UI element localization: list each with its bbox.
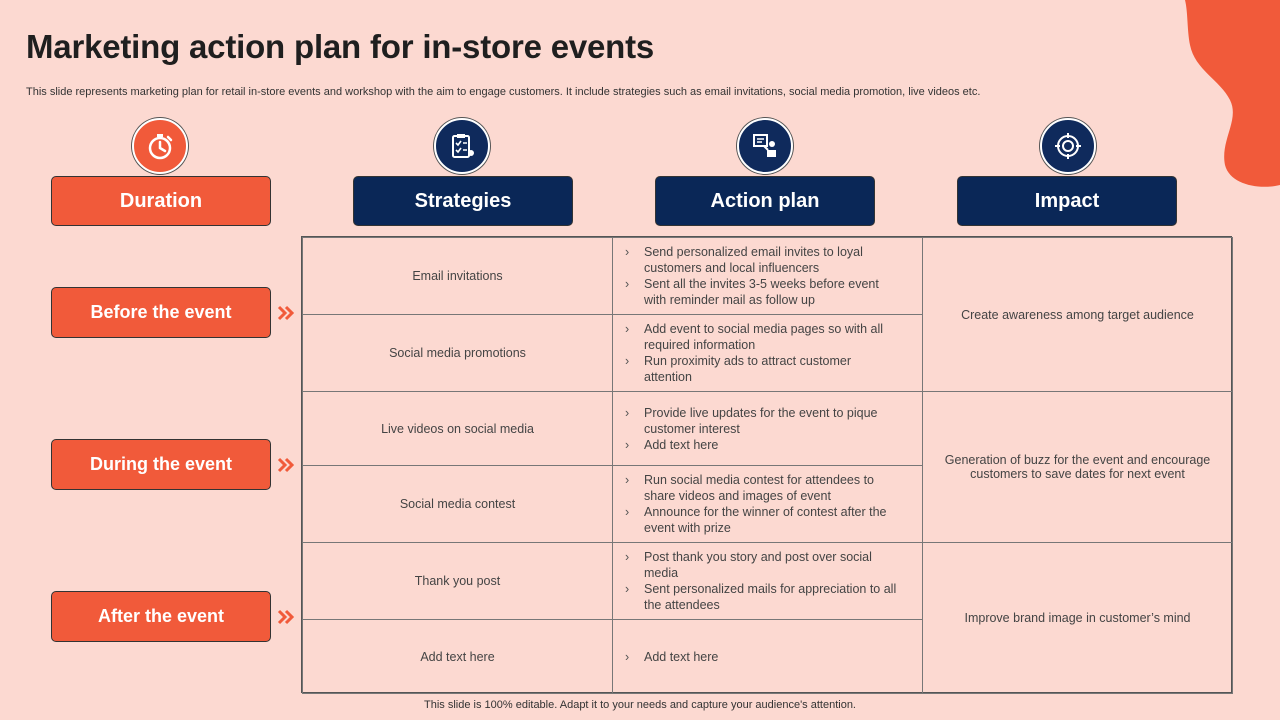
decorative-blob [1090, 0, 1280, 190]
action-item: › Add text here [625, 437, 902, 453]
chevron-right-icon [277, 457, 297, 473]
chevron-right-icon [277, 305, 297, 321]
action-plan-table [301, 236, 1232, 693]
phase-before-event: Before the event [51, 287, 271, 338]
strategy-cell: Email invitations [302, 237, 613, 315]
chevron-right-icon [277, 609, 297, 625]
action-item: › Sent personalized mails for appreciation to all the attendees [625, 581, 902, 613]
action-cell [612, 542, 923, 620]
action-cell [612, 314, 923, 392]
header-duration: Duration [51, 176, 271, 226]
page-subtitle: This slide represents marketing plan for retail in-store events and workshop with the aim to engage customers. It include strategies such as email invitations, social media promotion, live videos etc. [26, 86, 981, 98]
footer-note: This slide is 100% editable. Adapt it to your needs and capture your audience's attention. [424, 699, 856, 711]
action-cell [612, 237, 923, 315]
action-cell [612, 619, 923, 694]
action-item: › Add text here [625, 649, 718, 665]
strategy-cell: Thank you post [302, 542, 613, 620]
stopwatch-icon [132, 118, 188, 174]
phase-after-event: After the event [51, 591, 271, 642]
strategy-cell: Live videos on social media [302, 391, 613, 466]
action-item: › Sent all the invites 3-5 weeks before event with reminder mail as follow up [625, 276, 902, 308]
impact-cell: Create awareness among target audience [922, 237, 1233, 392]
action-item: › Add event to social media pages so with all required information [625, 321, 902, 353]
page-title: Marketing action plan for in-store events [26, 28, 655, 65]
action-item: › Post thank you story and post over social media [625, 549, 902, 581]
action-item: › Send personalized email invites to loyal customers and local influencers [625, 244, 902, 276]
strategy-cell: Add text here [302, 619, 613, 694]
target-icon [1040, 118, 1096, 174]
action-item: › Run proximity ads to attract customer attention [625, 353, 902, 385]
strategy-cell: Social media promotions [302, 314, 613, 392]
clipboard-checklist-icon [434, 118, 490, 174]
phase-during-event: During the event [51, 439, 271, 490]
impact-cell: Generation of buzz for the event and encourage customers to save dates for next event [922, 391, 1233, 543]
action-cell [612, 391, 923, 466]
action-cell [612, 465, 923, 543]
header-impact: Impact [957, 176, 1177, 226]
action-item: › Run social media contest for attendees to share videos and images of event [625, 472, 902, 504]
impact-cell: Improve brand image in customer’s mind [922, 542, 1233, 694]
header-action-plan: Action plan [655, 176, 875, 226]
strategy-cell: Social media contest [302, 465, 613, 543]
presenter-board-icon [737, 118, 793, 174]
action-item: › Provide live updates for the event to pique customer interest [625, 405, 902, 437]
action-item: › Announce for the winner of contest after the event with prize [625, 504, 902, 536]
header-strategies: Strategies [353, 176, 573, 226]
